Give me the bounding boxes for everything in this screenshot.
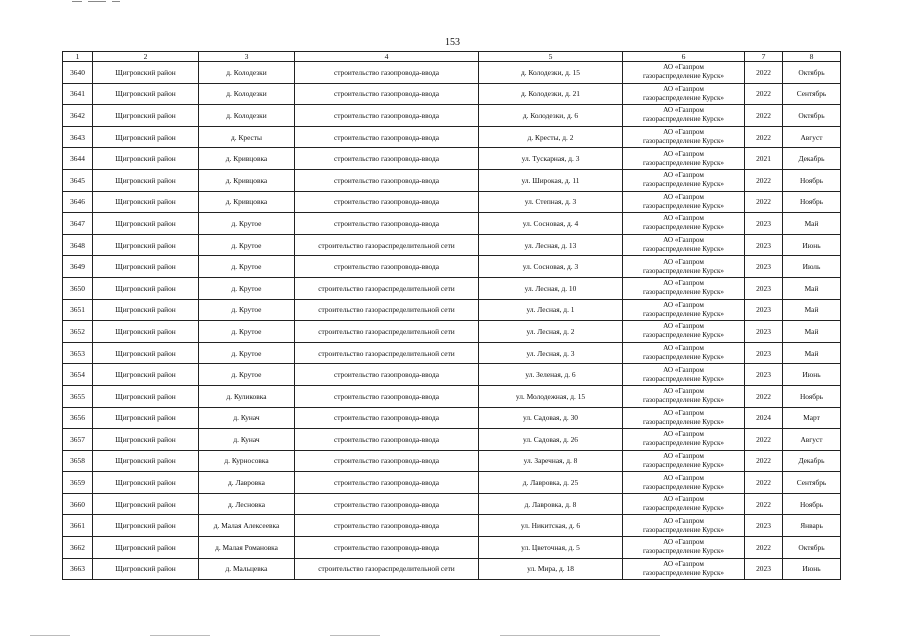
month-cell: Октябрь — [783, 537, 841, 559]
organization-line-1: АО «Газпром — [663, 516, 704, 525]
work-type-cell: строительство газопровода-ввода — [295, 83, 479, 105]
district-cell: Щигровский район — [93, 191, 199, 213]
organization-line-2: газораспределение Курск» — [642, 504, 725, 513]
settlement-cell: д. Крутое — [199, 256, 295, 278]
year-cell: 2023 — [745, 213, 783, 235]
district-cell: Щигровский район — [93, 234, 199, 256]
month-cell: Июнь — [783, 364, 841, 386]
address-cell: ул. Лесная, д. 13 — [479, 234, 623, 256]
work-type-cell: строительство газопровода-ввода — [295, 191, 479, 213]
work-type-cell: строительство газораспределительной сети — [295, 277, 479, 299]
row-number: 3660 — [63, 493, 93, 515]
work-type-cell: строительство газопровода-ввода — [295, 148, 479, 170]
month-cell: Август — [783, 429, 841, 451]
organization-line-1: АО «Газпром — [663, 149, 704, 158]
year-cell: 2023 — [745, 321, 783, 343]
organization-line-1: АО «Газпром — [663, 84, 704, 93]
organization-line-2: газораспределение Курск» — [642, 353, 725, 362]
year-cell: 2023 — [745, 558, 783, 580]
district-cell: Щигровский район — [93, 83, 199, 105]
row-number: 3645 — [63, 169, 93, 191]
organization-line-2: газораспределение Курск» — [642, 568, 725, 577]
organization-line-1: АО «Газпром — [663, 538, 704, 547]
district-cell: Щигровский район — [93, 256, 199, 278]
organization-line-1: АО «Газпром — [663, 214, 704, 223]
organization-line-2: газораспределение Курск» — [642, 374, 725, 383]
month-cell: Октябрь — [783, 62, 841, 84]
address-cell: ул. Лесная, д. 10 — [479, 277, 623, 299]
month-cell: Октябрь — [783, 105, 841, 127]
year-cell: 2022 — [745, 493, 783, 515]
organization-line-2: газораспределение Курск» — [642, 288, 725, 297]
organization-line-1: АО «Газпром — [663, 128, 704, 137]
address-cell: ул. Садовая, д. 26 — [479, 429, 623, 451]
organization-line-2: газораспределение Курск» — [642, 547, 725, 556]
district-cell: Щигровский район — [93, 342, 199, 364]
column-header: 8 — [783, 52, 841, 62]
year-cell: 2022 — [745, 62, 783, 84]
organization-line-2: газораспределение Курск» — [642, 115, 725, 124]
work-type-cell: строительство газопровода-ввода — [295, 472, 479, 494]
year-cell: 2023 — [745, 515, 783, 537]
organization-cell — [623, 83, 745, 105]
organization-line-1: АО «Газпром — [663, 106, 704, 115]
work-type-cell: строительство газопровода-ввода — [295, 169, 479, 191]
organization-cell — [623, 213, 745, 235]
month-cell: Май — [783, 321, 841, 343]
organization-line-1: АО «Газпром — [663, 365, 704, 374]
settlement-cell: д. Кресты — [199, 126, 295, 148]
work-type-cell: строительство газораспределительной сети — [295, 299, 479, 321]
table-row — [63, 450, 841, 472]
table-row — [63, 472, 841, 494]
address-cell: ул. Лесная, д. 2 — [479, 321, 623, 343]
column-header: 5 — [479, 52, 623, 62]
work-type-cell: строительство газопровода-ввода — [295, 537, 479, 559]
district-cell: Щигровский район — [93, 515, 199, 537]
column-header: 6 — [623, 52, 745, 62]
month-cell: Ноябрь — [783, 493, 841, 515]
organization-line-2: газораспределение Курск» — [642, 266, 725, 275]
table-row — [63, 493, 841, 515]
work-type-cell: строительство газопровода-ввода — [295, 515, 479, 537]
organization-line-2: газораспределение Курск» — [642, 331, 725, 340]
organization-cell — [623, 299, 745, 321]
address-cell: ул. Лесная, д. 1 — [479, 299, 623, 321]
organization-cell — [623, 126, 745, 148]
scan-bottom-edge — [30, 633, 710, 638]
address-cell: д. Колодезки, д. 15 — [479, 62, 623, 84]
year-cell: 2022 — [745, 429, 783, 451]
settlement-cell: д. Крутое — [199, 234, 295, 256]
settlement-cell: д. Колодезки — [199, 105, 295, 127]
row-number: 3647 — [63, 213, 93, 235]
column-header: 3 — [199, 52, 295, 62]
organization-line-2: газораспределение Курск» — [642, 396, 725, 405]
year-cell: 2022 — [745, 450, 783, 472]
organization-line-1: АО «Газпром — [663, 451, 704, 460]
organization-cell — [623, 472, 745, 494]
organization-cell — [623, 515, 745, 537]
district-cell: Щигровский район — [93, 385, 199, 407]
district-cell: Щигровский район — [93, 472, 199, 494]
settlement-cell: д. Кривцовка — [199, 191, 295, 213]
organization-cell — [623, 321, 745, 343]
column-header: 4 — [295, 52, 479, 62]
row-number: 3657 — [63, 429, 93, 451]
table-row — [63, 321, 841, 343]
year-cell: 2023 — [745, 256, 783, 278]
district-cell: Щигровский район — [93, 321, 199, 343]
year-cell: 2022 — [745, 169, 783, 191]
settlement-cell: д. Крутое — [199, 299, 295, 321]
table-row — [63, 105, 841, 127]
work-type-cell: строительство газопровода-ввода — [295, 62, 479, 84]
column-header: 2 — [93, 52, 199, 62]
year-cell: 2022 — [745, 83, 783, 105]
table-row — [63, 558, 841, 580]
work-type-cell: строительство газопровода-ввода — [295, 407, 479, 429]
year-cell: 2023 — [745, 299, 783, 321]
organization-line-2: газораспределение Курск» — [642, 245, 725, 254]
row-number: 3650 — [63, 277, 93, 299]
table-row — [63, 515, 841, 537]
settlement-cell: д. Курносовка — [199, 450, 295, 472]
month-cell: Июнь — [783, 558, 841, 580]
table-row — [63, 256, 841, 278]
table-row — [63, 299, 841, 321]
organization-cell — [623, 234, 745, 256]
organization-cell — [623, 169, 745, 191]
month-cell: Май — [783, 213, 841, 235]
organization-line-2: газораспределение Курск» — [642, 460, 725, 469]
table-row — [63, 234, 841, 256]
month-cell: Ноябрь — [783, 169, 841, 191]
address-cell: д. Кресты, д. 2 — [479, 126, 623, 148]
address-cell: ул. Мира, д. 18 — [479, 558, 623, 580]
settlement-cell: д. Куликовка — [199, 385, 295, 407]
month-cell: Сентябрь — [783, 83, 841, 105]
settlement-cell: д. Мальцевка — [199, 558, 295, 580]
table-body — [63, 62, 841, 580]
organization-line-2: газораспределение Курск» — [642, 482, 725, 491]
row-number: 3641 — [63, 83, 93, 105]
organization-line-1: АО «Газпром — [663, 387, 704, 396]
settlement-cell: д. Колодезки — [199, 83, 295, 105]
settlement-cell: д. Крутое — [199, 277, 295, 299]
year-cell: 2022 — [745, 385, 783, 407]
district-cell: Щигровский район — [93, 148, 199, 170]
table-row — [63, 191, 841, 213]
month-cell: Май — [783, 277, 841, 299]
row-number: 3644 — [63, 148, 93, 170]
table-row — [63, 364, 841, 386]
work-type-cell: строительство газопровода-ввода — [295, 126, 479, 148]
settlement-cell: д. Крутое — [199, 321, 295, 343]
work-type-cell: строительство газопровода-ввода — [295, 364, 479, 386]
organization-line-2: газораспределение Курск» — [642, 201, 725, 210]
organization-line-1: АО «Газпром — [663, 559, 704, 568]
organization-line-1: АО «Газпром — [663, 236, 704, 245]
district-cell: Щигровский район — [93, 450, 199, 472]
row-number: 3643 — [63, 126, 93, 148]
table-row — [63, 537, 841, 559]
district-cell: Щигровский район — [93, 407, 199, 429]
row-number: 3662 — [63, 537, 93, 559]
organization-cell — [623, 385, 745, 407]
organization-cell — [623, 62, 745, 84]
table-row — [63, 385, 841, 407]
address-cell: ул. Лесная, д. 3 — [479, 342, 623, 364]
table-row — [63, 213, 841, 235]
month-cell: Март — [783, 407, 841, 429]
row-number: 3640 — [63, 62, 93, 84]
month-cell: Ноябрь — [783, 385, 841, 407]
page-number: 153 — [445, 37, 460, 48]
work-type-cell: строительство газопровода-ввода — [295, 429, 479, 451]
work-type-cell: строительство газораспределительной сети — [295, 342, 479, 364]
organization-line-1: АО «Газпром — [663, 473, 704, 482]
year-cell: 2023 — [745, 234, 783, 256]
year-cell: 2023 — [745, 342, 783, 364]
scan-top-edge — [0, 0, 905, 4]
row-number: 3654 — [63, 364, 93, 386]
district-cell: Щигровский район — [93, 429, 199, 451]
organization-line-2: газораспределение Курск» — [642, 525, 725, 534]
row-number: 3649 — [63, 256, 93, 278]
organization-line-2: газораспределение Курск» — [642, 137, 725, 146]
column-header: 1 — [63, 52, 93, 62]
row-number: 3659 — [63, 472, 93, 494]
address-cell: ул. Садовая, д. 30 — [479, 407, 623, 429]
organization-line-1: АО «Газпром — [663, 430, 704, 439]
table-row — [63, 407, 841, 429]
organization-cell — [623, 105, 745, 127]
organization-cell — [623, 407, 745, 429]
settlement-cell: д. Лесновка — [199, 493, 295, 515]
organization-line-1: АО «Газпром — [663, 192, 704, 201]
month-cell: Июнь — [783, 234, 841, 256]
row-number: 3652 — [63, 321, 93, 343]
month-cell: Май — [783, 342, 841, 364]
address-cell: д. Лавровка, д. 25 — [479, 472, 623, 494]
work-type-cell: строительство газораспределительной сети — [295, 558, 479, 580]
year-cell: 2022 — [745, 472, 783, 494]
gasification-table — [62, 51, 841, 580]
year-cell: 2023 — [745, 364, 783, 386]
organization-line-1: АО «Газпром — [663, 300, 704, 309]
organization-cell — [623, 342, 745, 364]
month-cell: Декабрь — [783, 148, 841, 170]
organization-line-2: газораспределение Курск» — [642, 439, 725, 448]
organization-cell — [623, 537, 745, 559]
work-type-cell: строительство газораспределительной сети — [295, 234, 479, 256]
organization-line-2: газораспределение Курск» — [642, 72, 725, 81]
organization-cell — [623, 191, 745, 213]
district-cell: Щигровский район — [93, 493, 199, 515]
organization-line-1: АО «Газпром — [663, 63, 704, 72]
month-cell: Сентябрь — [783, 472, 841, 494]
district-cell: Щигровский район — [93, 213, 199, 235]
organization-cell — [623, 450, 745, 472]
row-number: 3648 — [63, 234, 93, 256]
district-cell: Щигровский район — [93, 126, 199, 148]
organization-cell — [623, 364, 745, 386]
year-cell: 2022 — [745, 537, 783, 559]
organization-cell — [623, 256, 745, 278]
settlement-cell: д. Лавровка — [199, 472, 295, 494]
row-number: 3658 — [63, 450, 93, 472]
organization-line-2: газораспределение Курск» — [642, 309, 725, 318]
organization-line-1: АО «Газпром — [663, 257, 704, 266]
settlement-cell: д. Кривцовка — [199, 169, 295, 191]
address-cell: ул. Степная, д. 3 — [479, 191, 623, 213]
settlement-cell: д. Кунач — [199, 429, 295, 451]
organization-line-2: газораспределение Курск» — [642, 93, 725, 102]
organization-line-1: АО «Газпром — [663, 344, 704, 353]
address-cell: д. Лавровка, д. 8 — [479, 493, 623, 515]
table-row — [63, 342, 841, 364]
table-row — [63, 277, 841, 299]
month-cell: Декабрь — [783, 450, 841, 472]
year-cell: 2022 — [745, 191, 783, 213]
column-header: 7 — [745, 52, 783, 62]
table-row — [63, 148, 841, 170]
settlement-cell: д. Крутое — [199, 342, 295, 364]
table-row — [63, 83, 841, 105]
row-number: 3661 — [63, 515, 93, 537]
year-cell: 2024 — [745, 407, 783, 429]
address-cell: ул. Никитская, д. 6 — [479, 515, 623, 537]
settlement-cell: д. Малая Романовка — [199, 537, 295, 559]
settlement-cell: д. Малая Алексеевка — [199, 515, 295, 537]
address-cell: д. Колодезки, д. 6 — [479, 105, 623, 127]
address-cell: ул. Зеленая, д. 6 — [479, 364, 623, 386]
table-row — [63, 62, 841, 84]
organization-line-2: газораспределение Курск» — [642, 417, 725, 426]
work-type-cell: строительство газопровода-ввода — [295, 213, 479, 235]
row-number: 3655 — [63, 385, 93, 407]
month-cell: Январь — [783, 515, 841, 537]
address-cell: ул. Широкая, д. 11 — [479, 169, 623, 191]
table-row — [63, 126, 841, 148]
organization-line-1: АО «Газпром — [663, 408, 704, 417]
table-row — [63, 169, 841, 191]
organization-line-1: АО «Газпром — [663, 279, 704, 288]
district-cell: Щигровский район — [93, 62, 199, 84]
address-cell: д. Колодезки, д. 21 — [479, 83, 623, 105]
address-cell: ул. Сосновая, д. 4 — [479, 213, 623, 235]
table-row — [63, 429, 841, 451]
settlement-cell: д. Кривцовка — [199, 148, 295, 170]
month-cell: Август — [783, 126, 841, 148]
district-cell: Щигровский район — [93, 537, 199, 559]
work-type-cell: строительство газопровода-ввода — [295, 105, 479, 127]
organization-line-2: газораспределение Курск» — [642, 223, 725, 232]
district-cell: Щигровский район — [93, 299, 199, 321]
organization-line-1: АО «Газпром — [663, 322, 704, 331]
year-cell: 2023 — [745, 277, 783, 299]
address-cell: ул. Тускарная, д. 3 — [479, 148, 623, 170]
organization-line-2: газораспределение Курск» — [642, 158, 725, 167]
month-cell: Май — [783, 299, 841, 321]
column-number-row — [63, 52, 841, 62]
row-number: 3646 — [63, 191, 93, 213]
work-type-cell: строительство газопровода-ввода — [295, 385, 479, 407]
address-cell: ул. Сосновая, д. 3 — [479, 256, 623, 278]
month-cell: Ноябрь — [783, 191, 841, 213]
organization-cell — [623, 277, 745, 299]
organization-cell — [623, 148, 745, 170]
organization-cell — [623, 558, 745, 580]
work-type-cell: строительство газораспределительной сети — [295, 321, 479, 343]
settlement-cell: д. Кунач — [199, 407, 295, 429]
organization-cell — [623, 429, 745, 451]
organization-line-2: газораспределение Курск» — [642, 180, 725, 189]
settlement-cell: д. Колодезки — [199, 62, 295, 84]
district-cell: Щигровский район — [93, 169, 199, 191]
organization-cell — [623, 493, 745, 515]
work-type-cell: строительство газопровода-ввода — [295, 450, 479, 472]
row-number: 3653 — [63, 342, 93, 364]
address-cell: ул. Молодежная, д. 15 — [479, 385, 623, 407]
district-cell: Щигровский район — [93, 105, 199, 127]
district-cell: Щигровский район — [93, 277, 199, 299]
work-type-cell: строительство газопровода-ввода — [295, 256, 479, 278]
year-cell: 2022 — [745, 126, 783, 148]
address-cell: ул. Цветочная, д. 5 — [479, 537, 623, 559]
work-type-cell: строительство газопровода-ввода — [295, 493, 479, 515]
year-cell: 2022 — [745, 105, 783, 127]
row-number: 3656 — [63, 407, 93, 429]
month-cell: Июль — [783, 256, 841, 278]
year-cell: 2021 — [745, 148, 783, 170]
district-cell: Щигровский район — [93, 558, 199, 580]
settlement-cell: д. Крутое — [199, 213, 295, 235]
district-cell: Щигровский район — [93, 364, 199, 386]
address-cell: ул. Заречная, д. 8 — [479, 450, 623, 472]
row-number: 3642 — [63, 105, 93, 127]
row-number: 3651 — [63, 299, 93, 321]
row-number: 3663 — [63, 558, 93, 580]
organization-line-1: АО «Газпром — [663, 495, 704, 504]
organization-line-1: АО «Газпром — [663, 171, 704, 180]
settlement-cell: д. Крутое — [199, 364, 295, 386]
